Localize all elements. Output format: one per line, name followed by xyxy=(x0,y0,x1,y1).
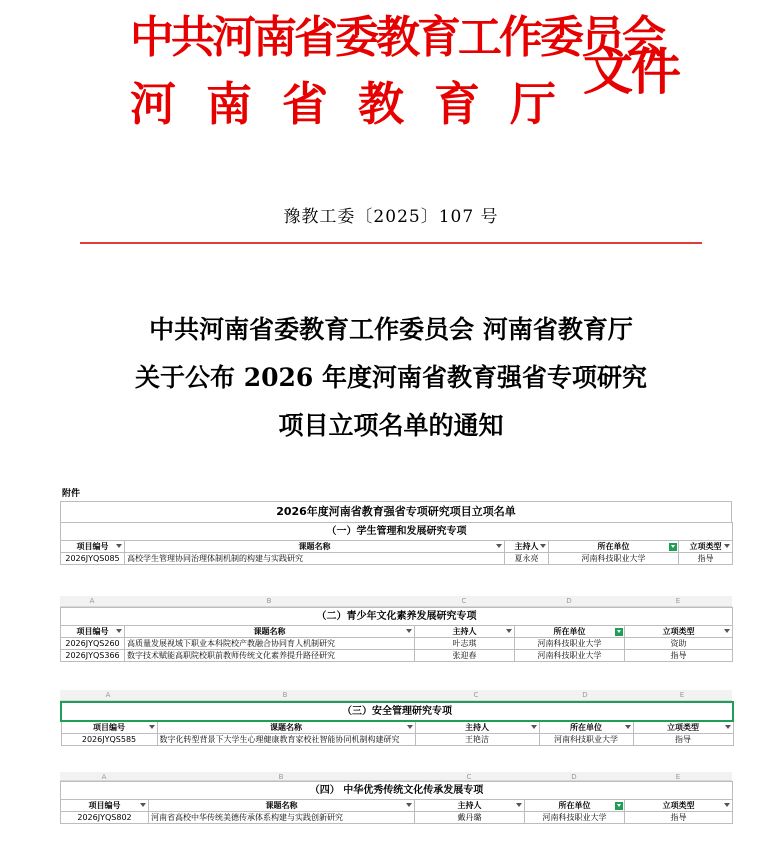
filter-dropdown-icon xyxy=(540,544,546,548)
section-title: （一）学生管理和发展研究专项 xyxy=(61,523,733,541)
filter-dropdown-icon xyxy=(724,629,730,633)
filter-dropdown-icon xyxy=(140,803,146,807)
table-row: 2026JYQS366 数字技术赋能高职院校职前教师传统文化素养提升路径研究 张迎春 河南科技职业大学 指导 xyxy=(61,650,733,662)
section-table-4 xyxy=(60,781,733,824)
column-header-type[interactable]: 立项类型 xyxy=(625,800,733,812)
notice-title-line-1: 中共河南省委教育工作委员会 河南省教育厅 xyxy=(149,315,633,344)
column-header-code[interactable]: 项目编号 xyxy=(61,541,125,553)
list-title: 2026年度河南省教育强省专项研究项目立项名单 xyxy=(60,501,732,522)
red-divider xyxy=(80,242,702,244)
column-header-code[interactable]: 项目编号 xyxy=(61,800,149,812)
column-letters: A B C D E xyxy=(60,772,732,781)
filter-dropdown-icon xyxy=(406,803,412,807)
column-letters: A B C D E xyxy=(60,690,732,701)
spreadsheet-excerpt-2 xyxy=(60,596,732,662)
column-header-host[interactable]: 主持人 xyxy=(415,800,525,812)
section-title-selected-cell[interactable]: （三）安全管理研究专项 xyxy=(61,702,733,721)
column-header-unit[interactable]: 所在单位 xyxy=(525,800,625,812)
filter-active-icon xyxy=(615,802,623,810)
notice-title-line-2: 关于公布 2026 年度河南省教育强省专项研究 xyxy=(135,363,647,392)
column-header-name[interactable]: 课题名称 xyxy=(125,541,505,553)
spreadsheet-excerpt-3 xyxy=(60,690,732,746)
column-header-type[interactable]: 立项类型 xyxy=(633,721,733,734)
section-table-1 xyxy=(60,522,733,565)
filter-dropdown-icon xyxy=(406,629,412,633)
filter-dropdown-icon xyxy=(116,544,122,548)
section-title: （四） 中华优秀传统文化传承发展专项 xyxy=(61,782,733,800)
column-header-host[interactable]: 主持人 xyxy=(415,626,515,638)
section-table-2 xyxy=(60,607,733,662)
column-header-host[interactable]: 主持人 xyxy=(415,721,539,734)
column-header-name[interactable]: 课题名称 xyxy=(157,721,415,734)
filter-dropdown-icon xyxy=(149,725,155,729)
table-row: 2026JYQS260 高质量发展视域下职业本科院校产教融合协同育人机制研究 叶志琪 河南科技职业大学 资助 xyxy=(61,638,733,650)
spreadsheet-excerpt-4 xyxy=(60,772,732,824)
filter-active-icon xyxy=(669,543,677,551)
column-header-host[interactable]: 主持人 xyxy=(505,541,549,553)
column-header-code[interactable]: 项目编号 xyxy=(61,721,157,734)
filter-dropdown-icon xyxy=(116,629,122,633)
column-header-unit[interactable]: 所在单位 xyxy=(515,626,625,638)
filter-dropdown-icon xyxy=(531,725,537,729)
column-header-unit[interactable]: 所在单位 xyxy=(539,721,633,734)
section-table-3 xyxy=(60,701,734,746)
document-suffix: 文件 xyxy=(583,42,679,101)
issuer-line-1: 中共河南省委教育工作委员会 xyxy=(130,12,663,63)
document-number: 豫教工委〔2025〕107 号 xyxy=(283,207,499,227)
filter-dropdown-icon xyxy=(724,803,730,807)
table-row: 2026JYQS085 高校学生管理协同治理体制机制的构建与实践研究 夏永亮 河南科技职业大学 指导 xyxy=(61,553,733,565)
column-header-name[interactable]: 课题名称 xyxy=(125,626,415,638)
spreadsheet-excerpt-1 xyxy=(60,487,732,565)
filter-dropdown-icon xyxy=(407,725,413,729)
section-title: （二）青少年文化素养发展研究专项 xyxy=(61,608,733,626)
notice-title-line-3: 项目立项名单的通知 xyxy=(278,411,504,440)
column-header-type[interactable]: 立项类型 xyxy=(679,541,733,553)
filter-active-icon xyxy=(615,628,623,636)
table-row: 2026JYQS585 数字化转型背景下大学生心理健康教育家校社智能协同机制构建研究 王艳洁 河南科技职业大学 指导 xyxy=(61,734,733,746)
column-header-code[interactable]: 项目编号 xyxy=(61,626,125,638)
filter-dropdown-icon xyxy=(625,725,631,729)
column-header-name[interactable]: 课题名称 xyxy=(149,800,415,812)
filter-dropdown-icon xyxy=(496,544,502,548)
attachment-label: 附件 xyxy=(62,489,81,499)
column-letters: A B C D E xyxy=(60,596,732,607)
filter-dropdown-icon xyxy=(506,629,512,633)
column-header-unit[interactable]: 所在单位 xyxy=(549,541,679,553)
filter-dropdown-icon xyxy=(724,544,730,548)
table-row: 2026JYQS802 河南省高校中华传统美德传承体系构建与实践创新研究 戴丹璐 河南科技职业大学 指导 xyxy=(61,812,733,824)
filter-dropdown-icon xyxy=(516,803,522,807)
column-header-type[interactable]: 立项类型 xyxy=(625,626,733,638)
filter-dropdown-icon xyxy=(725,725,731,729)
issuer-line-2: 河南省教育厅 xyxy=(130,77,586,131)
